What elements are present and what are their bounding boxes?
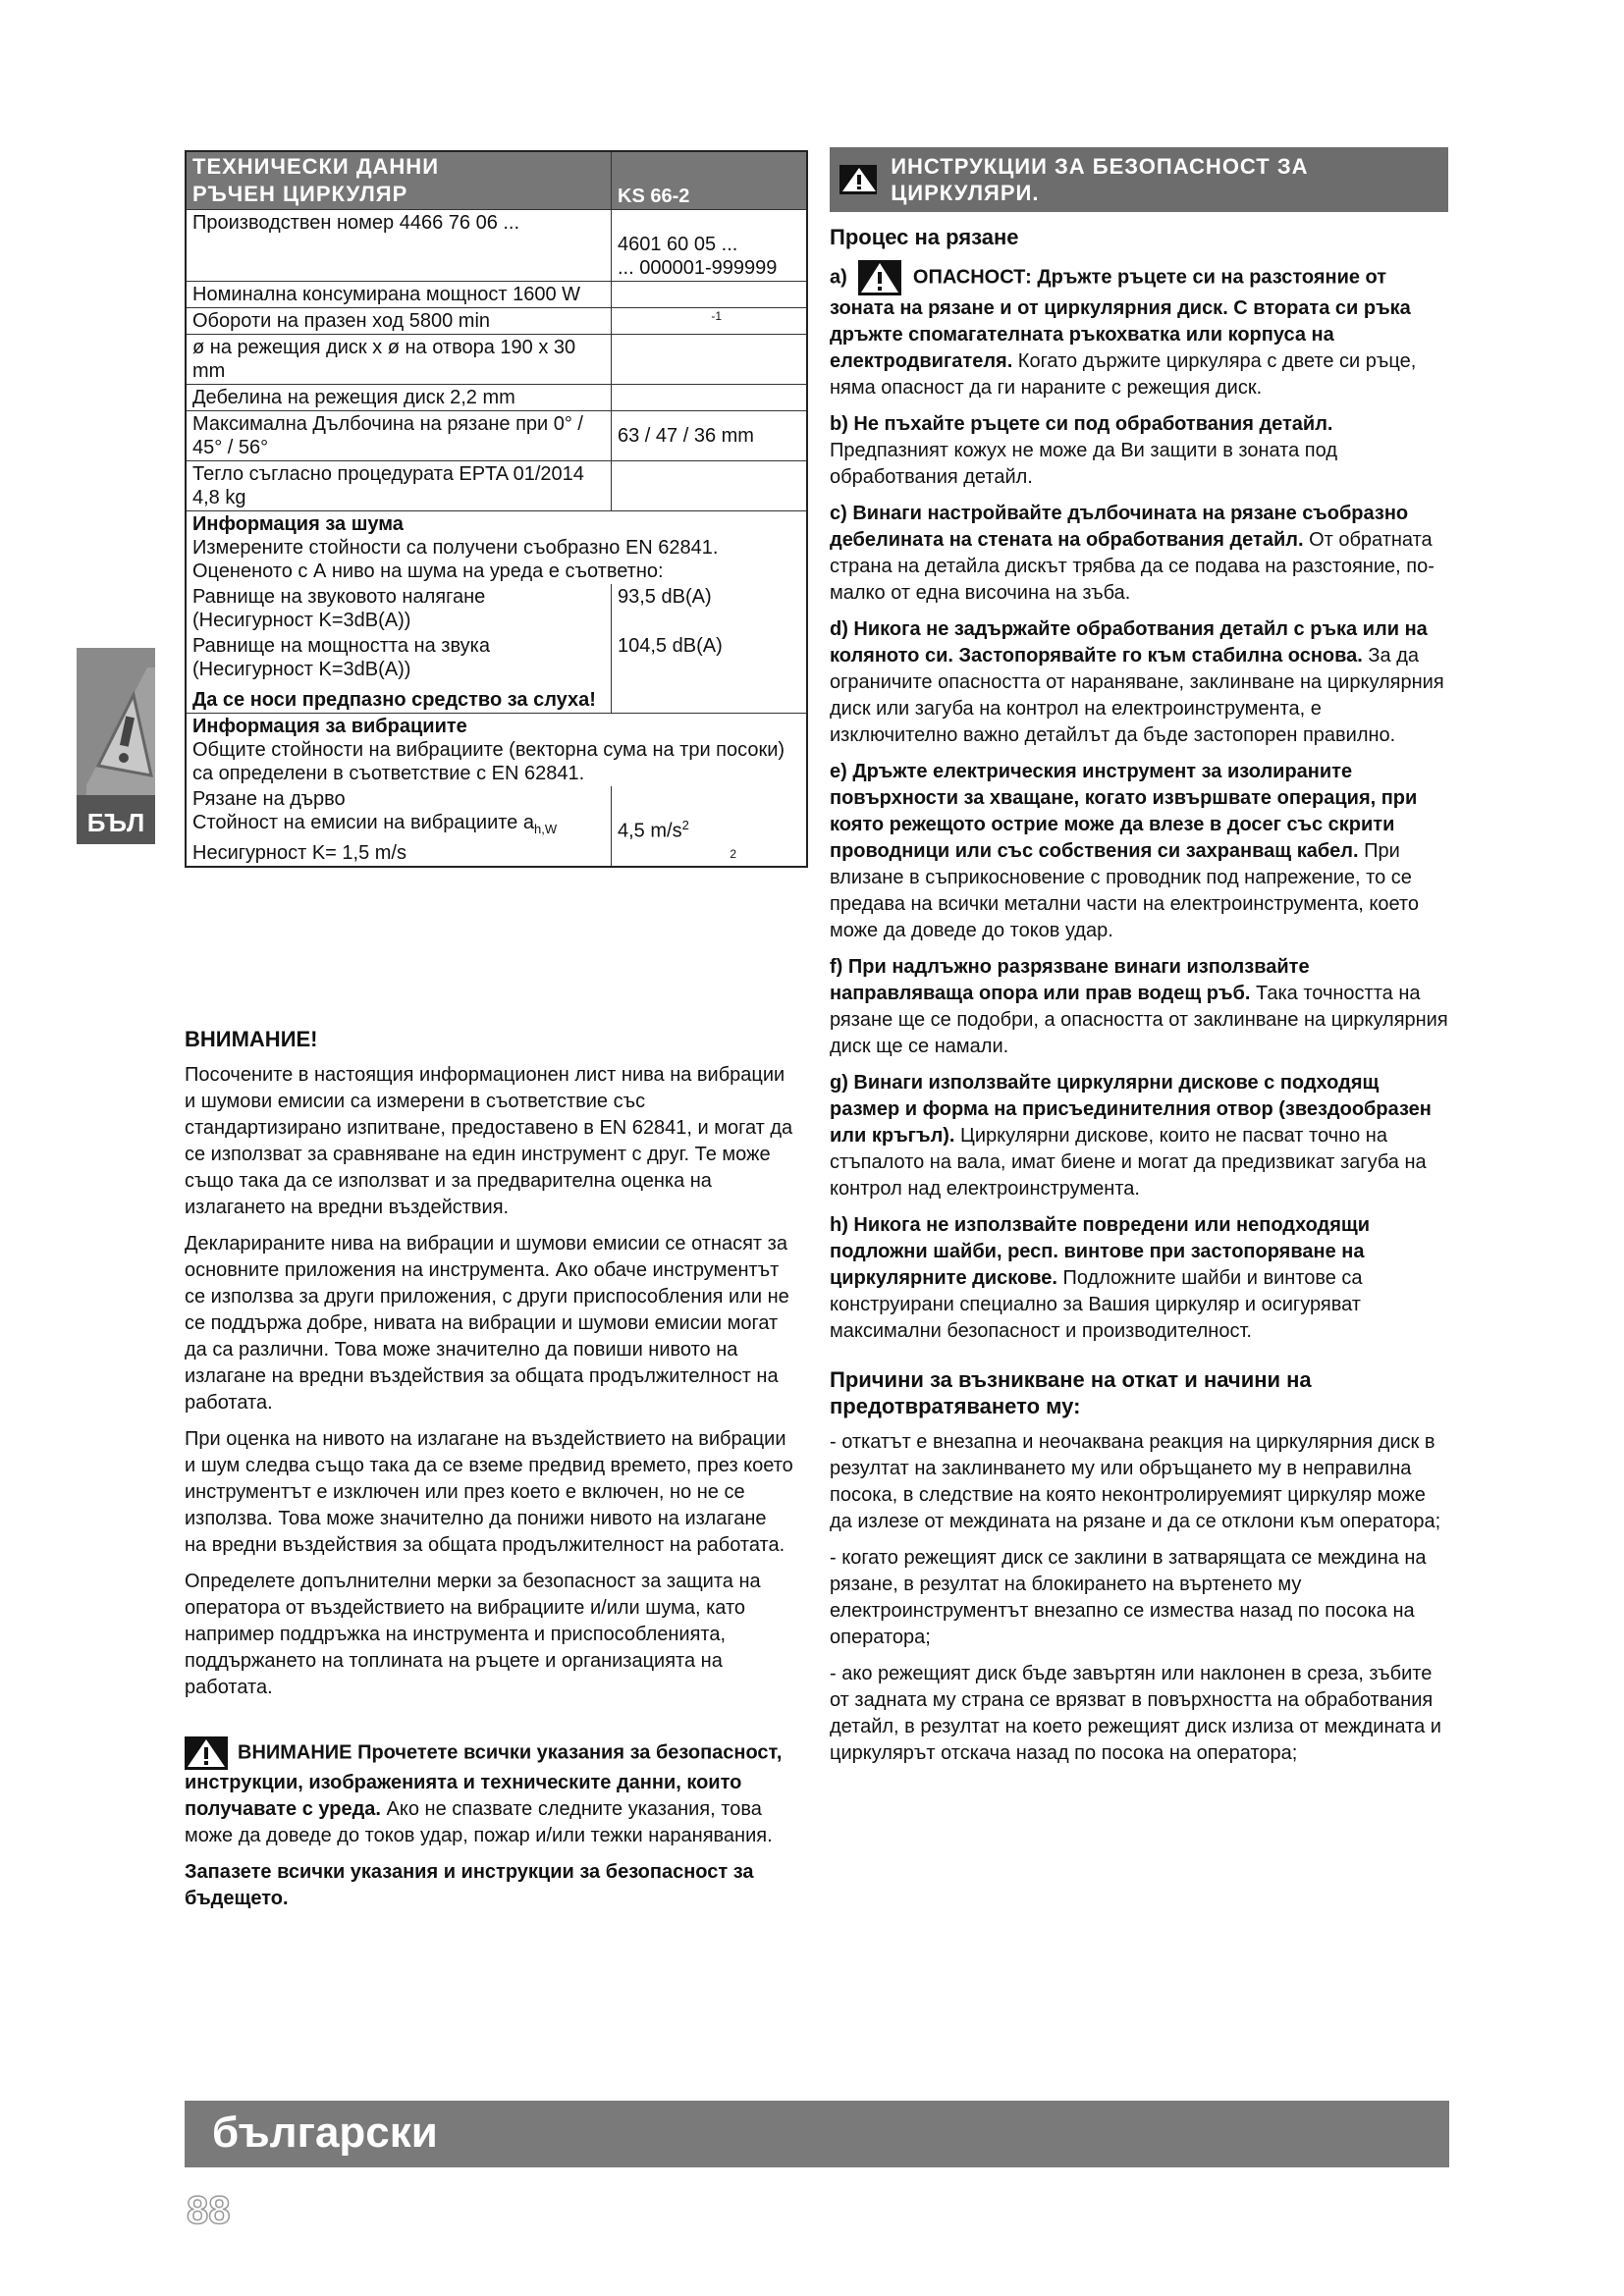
paragraph-3: При оценка на нивото на излагане на въздействието на вибрации и шум следва също така да се вземе предвид времето, през което инструментът е изключен или през което е включен, но не се използва. Това може значително да понижи нивото на излагане на вредни въздействия за общата продължителност на работата.	[185, 1428, 793, 1556]
item-f: f) При надлъжно разрязване винаги използвайте направляваща опора или прав водещ ръб. Така точността на рязане ще се подобри, а опасността от заклинване на циркулярния диск ще се намали.	[830, 956, 1448, 1057]
ear-protection: Да се носи предпазно средство за слуха!	[186, 682, 612, 714]
vib-emission-label: Стойност на емисии на вибрациите $a_{h,W}$	[192, 812, 558, 836]
item-h: h) Никога не използвайте повредени или неподходящи подложни шайби, респ. винтове при застопоряване на циркулярните дискове. Подложните шайби и винтове са конструирани специално за Вашия циркуляр и осигуряват максимални безопасност и производителност.	[830, 1214, 1371, 1342]
noise-line2: Оцененото с А ниво на шума на уреда е съответно:	[192, 561, 664, 582]
warning-paragraph: ВНИМАНИЕ Прочетете всички указания за безопасност, инструкции, изображенията и техническите данни, които получавате с уреда. Ако не спазвате следните указания, това може да доведе до токов удар, пожар и/или тежки наранявания.	[185, 1736, 793, 1849]
model-name: KS 66-2	[612, 151, 808, 210]
language-code: БЪЛ	[86, 808, 145, 837]
safety-section-bar	[830, 147, 1448, 212]
attention-heading: ВНИМАНИЕ!	[185, 1027, 318, 1051]
pressure-label: Равнище на звуковото налягане (Несигурност K=3dB(A))	[186, 584, 612, 633]
vib-uncertainty: Несигурност K= 1,5 m/s	[192, 842, 406, 864]
table-header	[186, 151, 612, 210]
vib-values	[612, 786, 808, 867]
language-footer-band	[185, 2101, 1449, 2167]
warning-icon	[185, 1736, 228, 1770]
kickback-3: - ако режещият диск бъде завъртян или наклонен в среза, зъбите от задната му страна се врязват в повърхността на обработвания детайл, в резултат на което режещият диск излиза от междината и циркулярът отскача назад по посока на оператора;	[830, 1663, 1441, 1764]
language-label: български	[212, 2109, 438, 2157]
depth-value: 63 / 47 / 36 mm	[612, 411, 808, 461]
item-d: d) Никога не задържайте обработвания детайл с ръка или на коляното си. Застопорявайте го към стабилна основа. За да ограничите опасността от нараняване, заклинване на циркулярния диск или загуба на контрол на електроинструмента, е изключително важно детайлът да бъде застопорен правилно.	[830, 618, 1444, 746]
item-c: c) Винаги настройвайте дълбочината на рязане съобразно дебелината на стената на обработвания детайл. От обратната страна на детайла дискът трябва да се подава на разстояние, по-малко от една височина на зъба.	[830, 503, 1435, 604]
warning-icon	[858, 260, 901, 295]
paragraph-2: Декларираните нива на вибрации и шумови емисии се отнасят за основните приложения на инструмента. Ако обаче инструментът се използва за други приложения, с други приспособления или не се поддържа добре, нивата на вибрации и шумови емисии могат да са различни. Това може значително да повиши нивото на излагане на вредни въздействия за общата продължителност на работата.	[185, 1233, 789, 1414]
disc-row: ø на режещия диск x ø на отвора 190 x 30 mm	[186, 335, 612, 385]
power-level-value: 104,5 dB(A)	[612, 633, 808, 682]
paragraph-4: Определете допълнителни мерки за безопасност за защита на оператора от въздействието на вибрациите и/или шума, като например поддръжка на инструмента и приспособленията, поддържането на топлината на ръцете и организацията на работата.	[185, 1571, 761, 1698]
kickback-heading: Причини за възникване на откат и начини на предотвратяването му:	[830, 1367, 1312, 1418]
weight-row: Тегло съгласно процедурата EPTA 01/2014 4,8 kg	[186, 461, 612, 511]
vibration-line1: Общите стойности на вибрациите (векторна сума на три посоки) са определени в съответствие с EN 62841.	[192, 739, 785, 784]
page-number: 88	[187, 2189, 231, 2232]
depth-label: Максимална Дълбочина на рязане при 0° / 45° / 56°	[186, 411, 612, 461]
kickback-2: - когато режещият диск се заклини в затварящата се междина на рязане, в резултат на блокирането на въртенето му електроинструментът внезапно се измества назад по посока на оператора;	[830, 1547, 1427, 1648]
thickness-row: Дебелина на режещия диск 2,2 mm	[186, 385, 612, 411]
vib-values-label	[186, 786, 612, 867]
kickback-1: - откатът е внезапна и неочаквана реакция на циркулярния диск в резултат на заклинването му или обръщането му в неправилна посока, в следствие на която неконтролируемият циркуляр може да излезе от междината на рязане и да се отклони към оператора;	[830, 1431, 1441, 1532]
vib-emission-value: 4,5 $m/s^2$	[618, 818, 689, 842]
prod-no-val2: ... 000001-999999	[618, 257, 778, 279]
speed-unit: -1	[711, 309, 722, 323]
header-line2: РЪЧЕН ЦИРКУЛЯР	[192, 182, 408, 206]
vib-wood: Рязане на дърво	[192, 788, 346, 810]
prod-no-val1: 4601 60 05 ...	[618, 234, 738, 255]
noise-line1: Измерените стойности са получени съобразно EN 62841.	[192, 537, 719, 559]
vibration-info	[186, 714, 807, 787]
process-heading: Процес на рязане	[830, 225, 1019, 249]
safety-section-title: ИНСТРУКЦИИ ЗА БЕЗОПАСНОСТ ЗА ЦИРКУЛЯРИ.	[891, 154, 1309, 205]
vibration-title: Информация за вибрациите	[192, 716, 467, 737]
power-row: Номинална консумирана мощност 1600 W	[186, 282, 612, 308]
paragraph-1: Посочените в настоящия информационен лист нива на вибрации и шумови емисии са измерени в съответствие със стандартизирано изпитване, предоставено в EN 62841, и могат да се използват за сравняване на един инструмент с друг. Те може също така да се използват и за предварителна оценка на излагането на вредни въздействия.	[185, 1064, 793, 1218]
speed-row: Обороти на празен ход 5800 min	[186, 308, 612, 335]
item-b: b) Не пъхайте ръцете си под обработвания детайл. Предпазният кожух не може да Ви защити в зоната под обработвания детайл.	[830, 413, 1337, 488]
pressure-value: 93,5 dB(A)	[612, 584, 808, 633]
prod-no-values	[612, 210, 808, 282]
left-column	[185, 1026, 793, 1922]
power-level-label: Равнище на мощността на звука (Несигурност K=3dB(A))	[186, 633, 612, 682]
item-a: a) ОПАСНОСТ: Дръжте ръцете си на разстояние от зоната на рязане и от циркулярния диск. С втората си ръка дръжте спомагателната ръкохватка или корпуса на електродвигателя. Когато държите циркуляра с двете си ръце, няма опасност да ги нараните с режещия диск.	[830, 260, 1448, 401]
vib-uncertainty-sup: 2	[730, 847, 736, 861]
noise-title: Информация за шума	[192, 513, 404, 535]
right-column	[830, 147, 1448, 1777]
noise-info	[186, 511, 807, 585]
keep-instructions: Запазете всички указания и инструкции за безопасност за бъдещето.	[185, 1861, 754, 1909]
prod-no-label: Производствен номер 4466 76 06 ...	[186, 210, 612, 282]
warning-triangle-icon	[77, 648, 155, 795]
item-g: g) Винаги използвайте циркулярни дискове с подходящ размер и форма на присъединителния отвор (звездообразен или кръгъл). Циркулярни дискове, които не пасват точно на стъпалото на вала, имат биене и могат да предизвикат загуба на контрол над електроинструмента.	[830, 1072, 1432, 1200]
language-side-tab	[77, 648, 155, 844]
header-line1: ТЕХНИЧЕСКИ ДАННИ	[192, 154, 440, 179]
tech-data-table	[185, 150, 808, 868]
item-e: e) Дръжте електрическия инструмент за изолираните повърхности за хващане, когато извършвате операция, при която режещото острие може да влезе в досег със скрити проводници или със собствения си захранващ кабел. При влизане в съприкосновение с проводник под напрежение, то се предава на всички метални части на електроинструмента, което може да доведе до токов удар.	[830, 761, 1419, 941]
side-warning-graphic	[77, 648, 155, 795]
warning-icon	[839, 165, 877, 194]
